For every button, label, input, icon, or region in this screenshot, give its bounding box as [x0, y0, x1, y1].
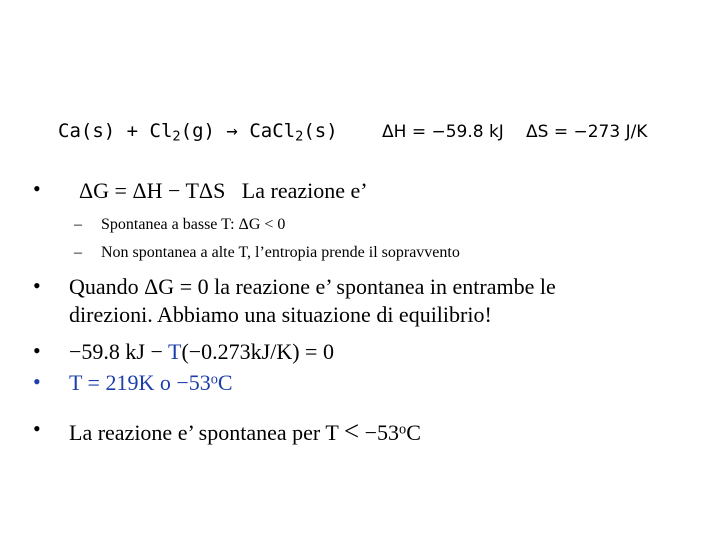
equilibrium-text-line1: Quando ΔG = 0 la reazione e’ spontanea in entrambe le	[69, 274, 556, 299]
list-item: Spontanea a basse T: ΔG < 0	[101, 216, 286, 233]
degree-symbol: o	[210, 371, 218, 388]
reaction-equation	[58, 120, 338, 145]
dash-icon: –	[74, 216, 82, 233]
conclusion-line: La reazione e’ spontanea per $T < -53^oC$	[69, 416, 421, 446]
product: CaCl	[249, 120, 296, 142]
subscript: 2	[295, 128, 304, 145]
calculation-line: −59.8 kJ − T(−0.273kJ/K) = 0	[69, 339, 334, 364]
entropy-value: ΔS = −273 J/K	[526, 122, 648, 142]
reaction-arrow-icon: →	[226, 120, 238, 142]
gibbs-equation-line: ΔG = ΔH − TΔS La reazione e’	[79, 178, 368, 203]
bullet-icon: •	[33, 369, 41, 394]
degree-symbol: o	[399, 421, 407, 438]
bullet-icon: •	[33, 338, 41, 363]
reactants: Ca(s) + Cl	[58, 120, 173, 142]
state-gas: (g)	[180, 120, 215, 142]
temperature-symbol: T	[167, 339, 182, 364]
state-solid: (s)	[303, 120, 338, 142]
bullet-icon: •	[33, 176, 41, 201]
bullet-icon: •	[33, 273, 41, 298]
temperature-result: T = 219K $o -53^oC$	[69, 370, 233, 395]
bullet-icon: •	[33, 416, 41, 441]
equilibrium-text-line2: direzioni. Abbiamo una situazione di equilibrio!	[69, 302, 492, 327]
dash-icon: –	[74, 244, 82, 261]
subscript: 2	[172, 128, 181, 145]
enthalpy-value: ΔH = −59.8 kJ	[382, 122, 504, 142]
less-than-symbol: <	[343, 416, 360, 446]
list-item: Non spontanea a alte T, l’entropia prende il sopravvento	[101, 244, 460, 261]
